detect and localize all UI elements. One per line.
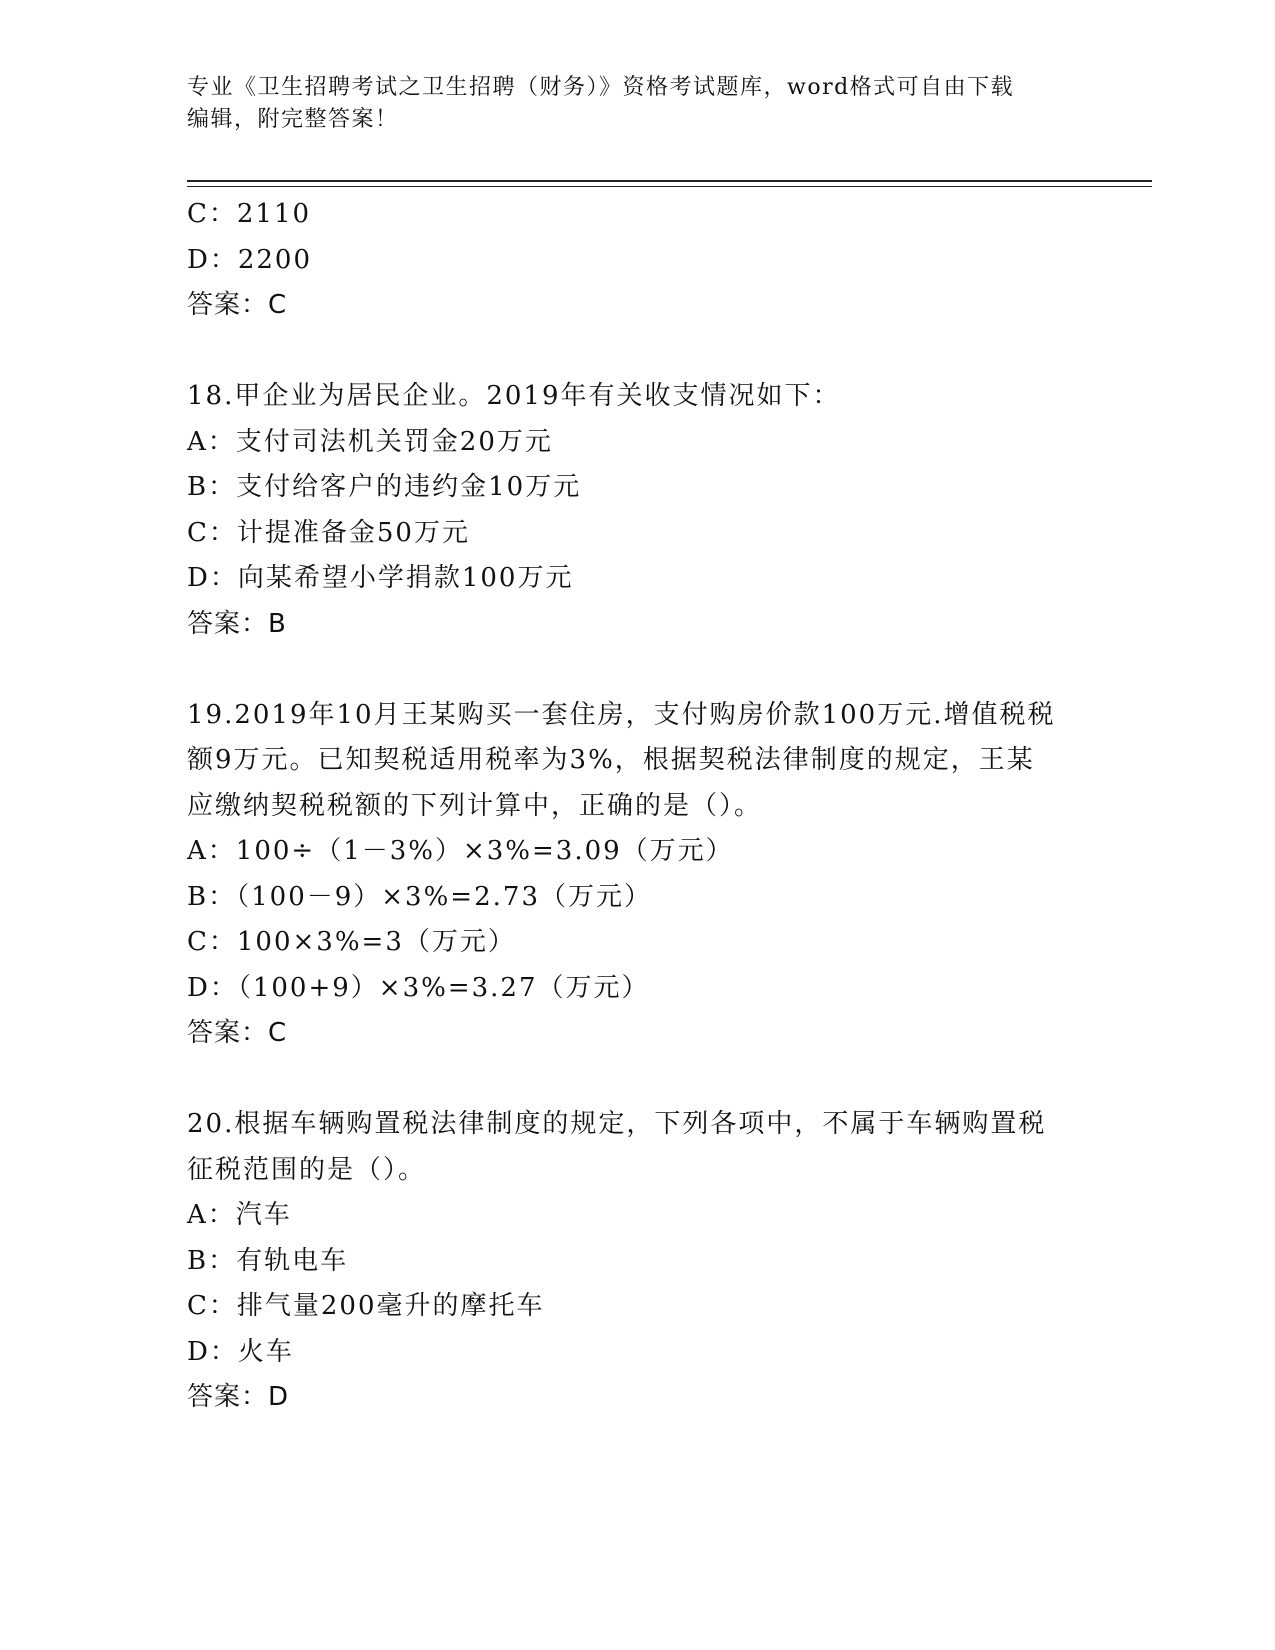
- option-d: D：向某希望小学捐款100万元: [187, 563, 574, 593]
- question-stem-line-3: 应缴纳契税税额的下列计算中，正确的是（）。: [187, 790, 763, 821]
- option-d: D：2200: [187, 244, 313, 275]
- question-stem-line-2: 额9万元。已知契税适用税率为3%，根据契税法律制度的规定，王某: [187, 745, 1035, 775]
- question-list: [187, 192, 1087, 1421]
- question-stem: 18.甲企业为居民企业。2019年有关收支情况如下：: [187, 381, 841, 411]
- option-c: C：100×3%=3（万元）: [187, 927, 516, 957]
- answer: 答案：B: [187, 608, 287, 639]
- question-stem-line-1: 20.根据车辆购置税法律制度的规定，下列各项中，不属于车辆购置税: [187, 1109, 1047, 1139]
- option-a: A：汽车: [187, 1200, 292, 1230]
- question-17: [187, 192, 1087, 329]
- question-19: [187, 693, 1087, 1057]
- header-line-2: 编辑，附完整答案！: [187, 107, 399, 132]
- option-b: B：支付给客户的违约金10万元: [187, 472, 582, 502]
- option-b: B：有轨电车: [187, 1245, 349, 1276]
- document-header: [187, 72, 1087, 136]
- option-c: C：2110: [187, 199, 312, 229]
- question-18: [187, 374, 1087, 647]
- option-b: B：（100－9）×3%=2.73（万元）: [187, 881, 652, 912]
- header-rule: [187, 180, 1152, 182]
- option-c: C：排气量200毫升的摩托车: [187, 1291, 545, 1321]
- header-rule-thin: [187, 186, 1152, 187]
- option-d: D：（100+9）×3%=3.27（万元）: [187, 972, 650, 1003]
- option-a: A：100÷（1－3%）×3%=3.09（万元）: [187, 836, 734, 866]
- question-stem-line-1: 19.2019年10月王某购买一套住房，支付购房价款100万元.增值税税: [187, 699, 1056, 730]
- question-stem-line-2: 征税范围的是（）。: [187, 1154, 427, 1185]
- option-d: D：火车: [187, 1336, 294, 1367]
- question-20: [187, 1102, 1087, 1421]
- option-c: C：计提准备金50万元: [187, 517, 470, 548]
- option-a: A：支付司法机关罚金20万元: [187, 426, 553, 457]
- header-line-1: 专业《卫生招聘考试之卫生招聘（财务）》资格考试题库，word格式可自由下载: [187, 75, 1015, 100]
- answer: 答案：C: [187, 1018, 288, 1048]
- answer: 答案：C: [187, 290, 288, 320]
- answer: 答案：D: [187, 1382, 290, 1412]
